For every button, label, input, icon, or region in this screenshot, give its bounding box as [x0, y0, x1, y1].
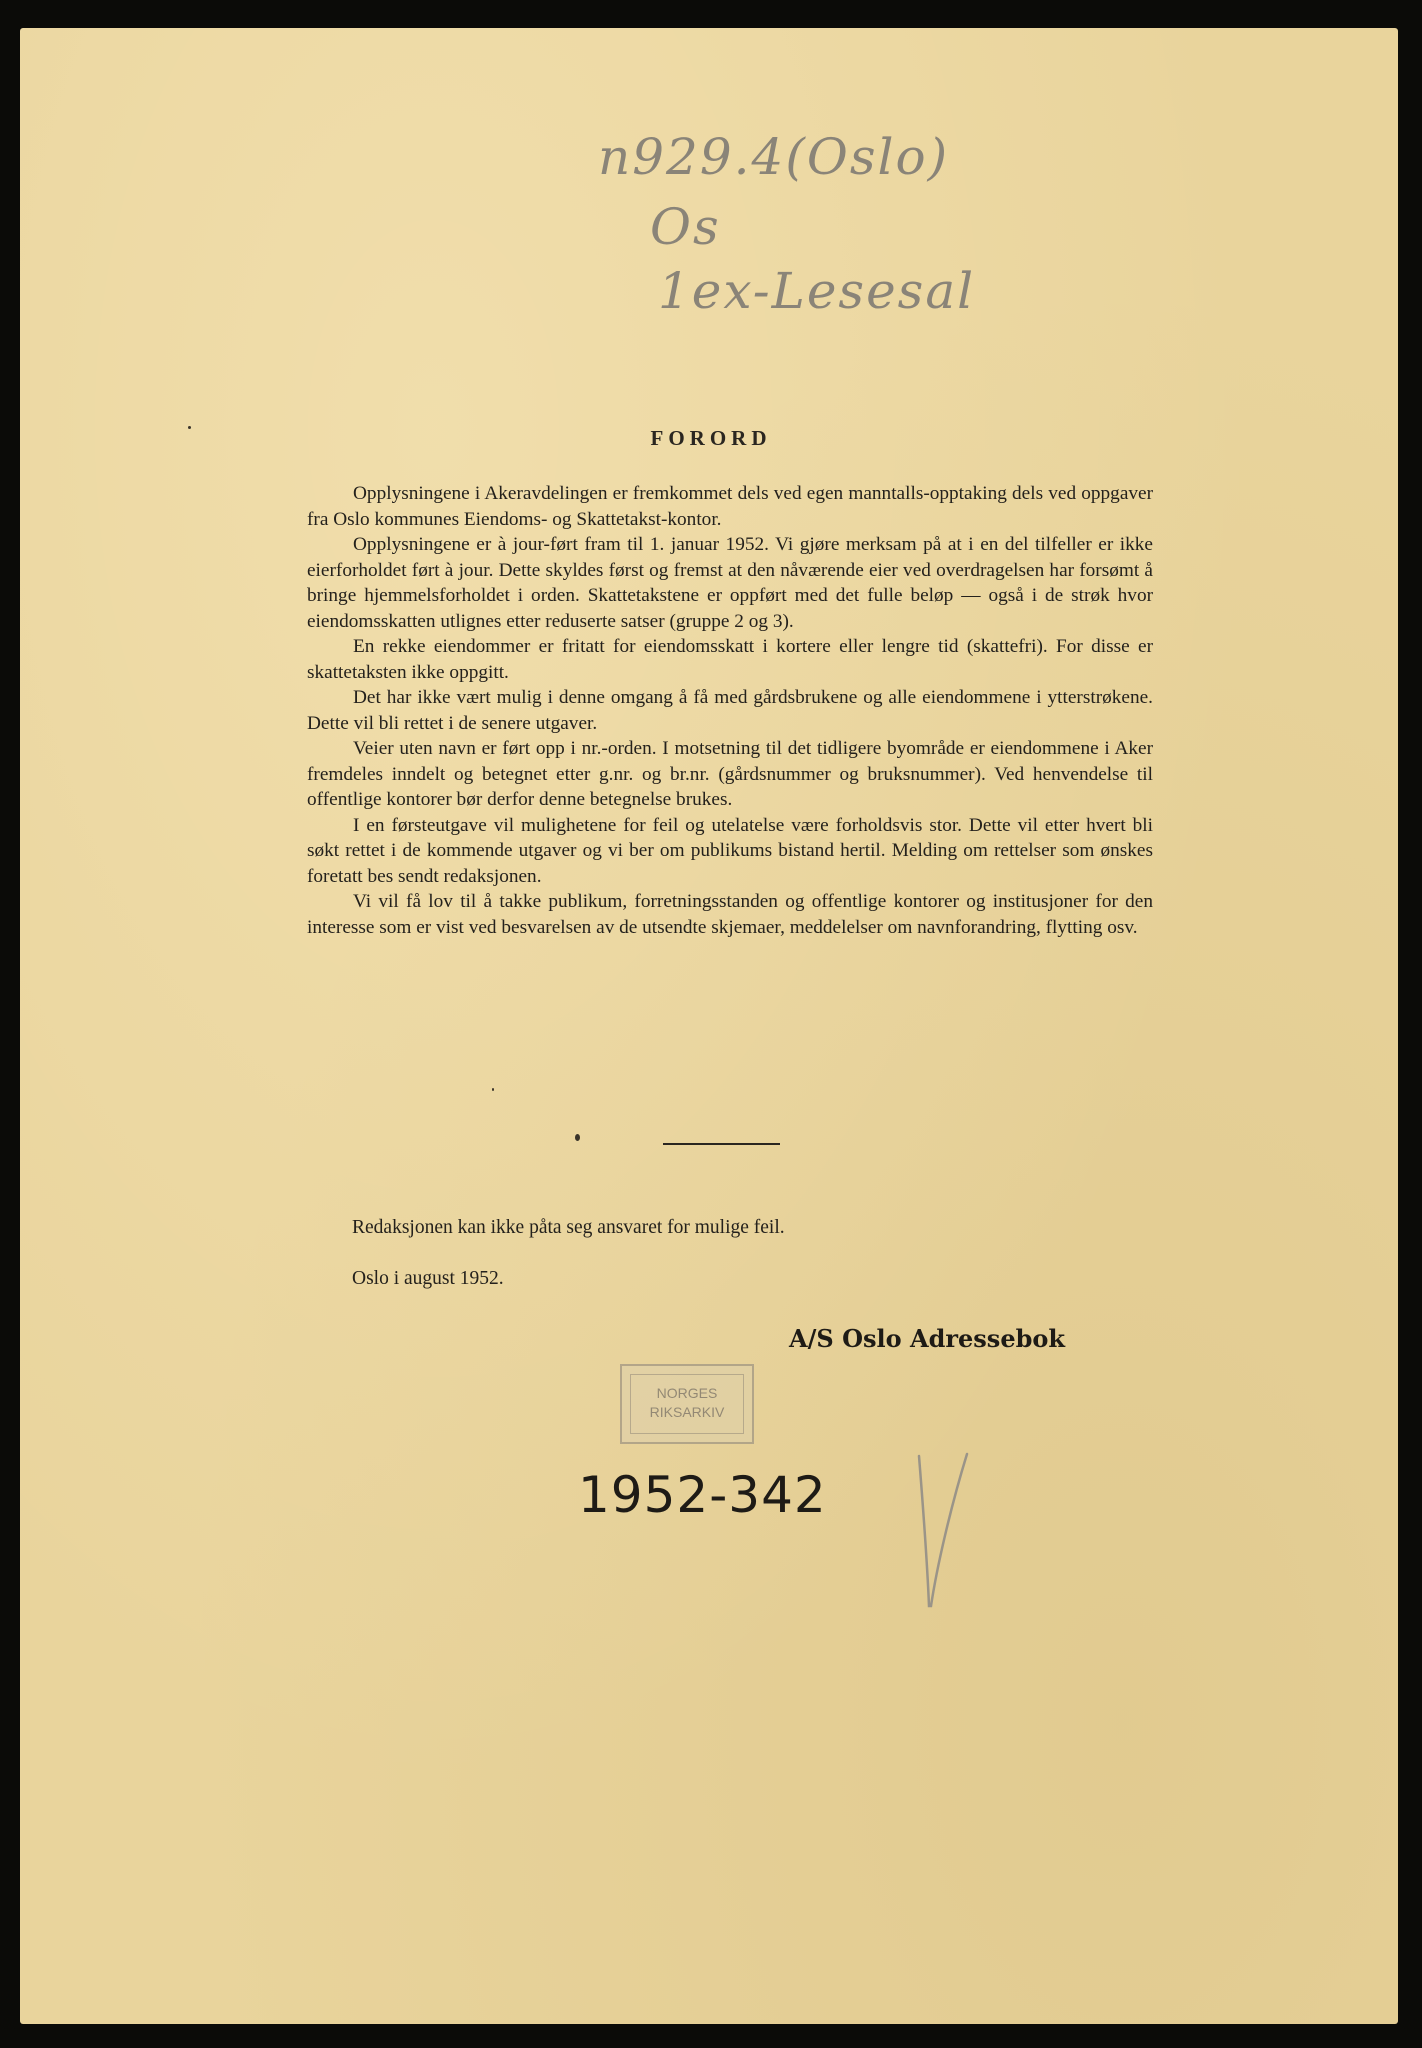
divider [663, 1143, 780, 1145]
handwritten-code: Os [650, 198, 721, 256]
handwritten-note: 1ex-Lesesal [658, 262, 976, 320]
paragraph: En rekke eiendommer er fritatt for eiendomsskatt i kortere eller lengre tid (skattefri). For disse er skattetaksten ikke oppgitt. [307, 636, 1153, 683]
paragraph: Veier uten navn er ført opp i nr.-orden. I motsetning til det tidligere byområde er eiendommene i Aker fremdeles inndelt og betegnet etter g.nr. og br.nr. (gårdsnummer og bruksnummer). Ved henvendelse til offentlige kontorer bør derfor denne betegnelse brukes. [307, 738, 1153, 810]
handwritten-classification: n929.4(Oslo) [598, 128, 950, 186]
paragraph: Vi vil få lov til å takke publikum, forretningsstanden og offentlige kontorer og institusjoner for den interesse som er vist ved besvarelsen av de utsendte skjemaer, meddelelser om navnforandring, flytting osv. [307, 891, 1153, 938]
reference-number: 1952-342 [578, 1466, 827, 1524]
paragraph: Det har ikke vært mulig i denne omgang å få med gårdsbrukene og alle eiendommene i ytterstrøkene. Dette vil bli rettet i de senere utgaver. [307, 687, 1153, 734]
paper-speck [575, 1134, 580, 1141]
archive-stamp [620, 1364, 754, 1444]
paragraph: Opplysningene er à jour-ført fram til 1. januar 1952. Vi gjøre merksam på at i en del tilfeller er ikke eierforholdet ført à jour. Dette skyldes først og fremst at den nåværende eier ved overdragelsen har forsømt å bringe hjemmelsforholdet i orden. Skattetakstene er oppført med det fulle beløp — også i de strøk hvor eiendomsskatten utlignes etter reduserte satser (gruppe 2 og 3). [307, 534, 1153, 632]
disclaimer-text: Redaksjonen kan ikke påta seg ansvaret for mulige feil. [352, 1217, 785, 1238]
stamp-text [630, 1374, 744, 1434]
paper-speck [492, 1088, 494, 1091]
page-title: FORORD [650, 426, 772, 450]
document-page [20, 28, 1398, 2024]
paragraph: Opplysningene i Akeravdelingen er fremkommet dels ved egen manntalls-opptaking dels ved oppgaver fra Oslo kommunes Eiendoms- og Skattetakst-kontor. [307, 483, 1153, 530]
place-date: Oslo i august 1952. [352, 1268, 504, 1289]
pencil-check-mark [915, 1446, 975, 1616]
publisher-signature: A/S Oslo Adressebok [789, 1324, 1065, 1353]
stamp-line: NORGES [656, 1385, 718, 1401]
stamp-line: RIKSARKIV [649, 1404, 725, 1420]
paragraph: I en førsteutgave vil mulighetene for feil og utelatelse være forholdsvis stor. Dette vil etter hvert bli søkt rettet i de kommende utgaver og vi ber om publikums bistand hertil. Melding om rettelser som ønskes foretatt bes sendt redaksjonen. [307, 814, 1153, 887]
foreword-body [307, 481, 1153, 940]
paper-speck [188, 426, 191, 429]
